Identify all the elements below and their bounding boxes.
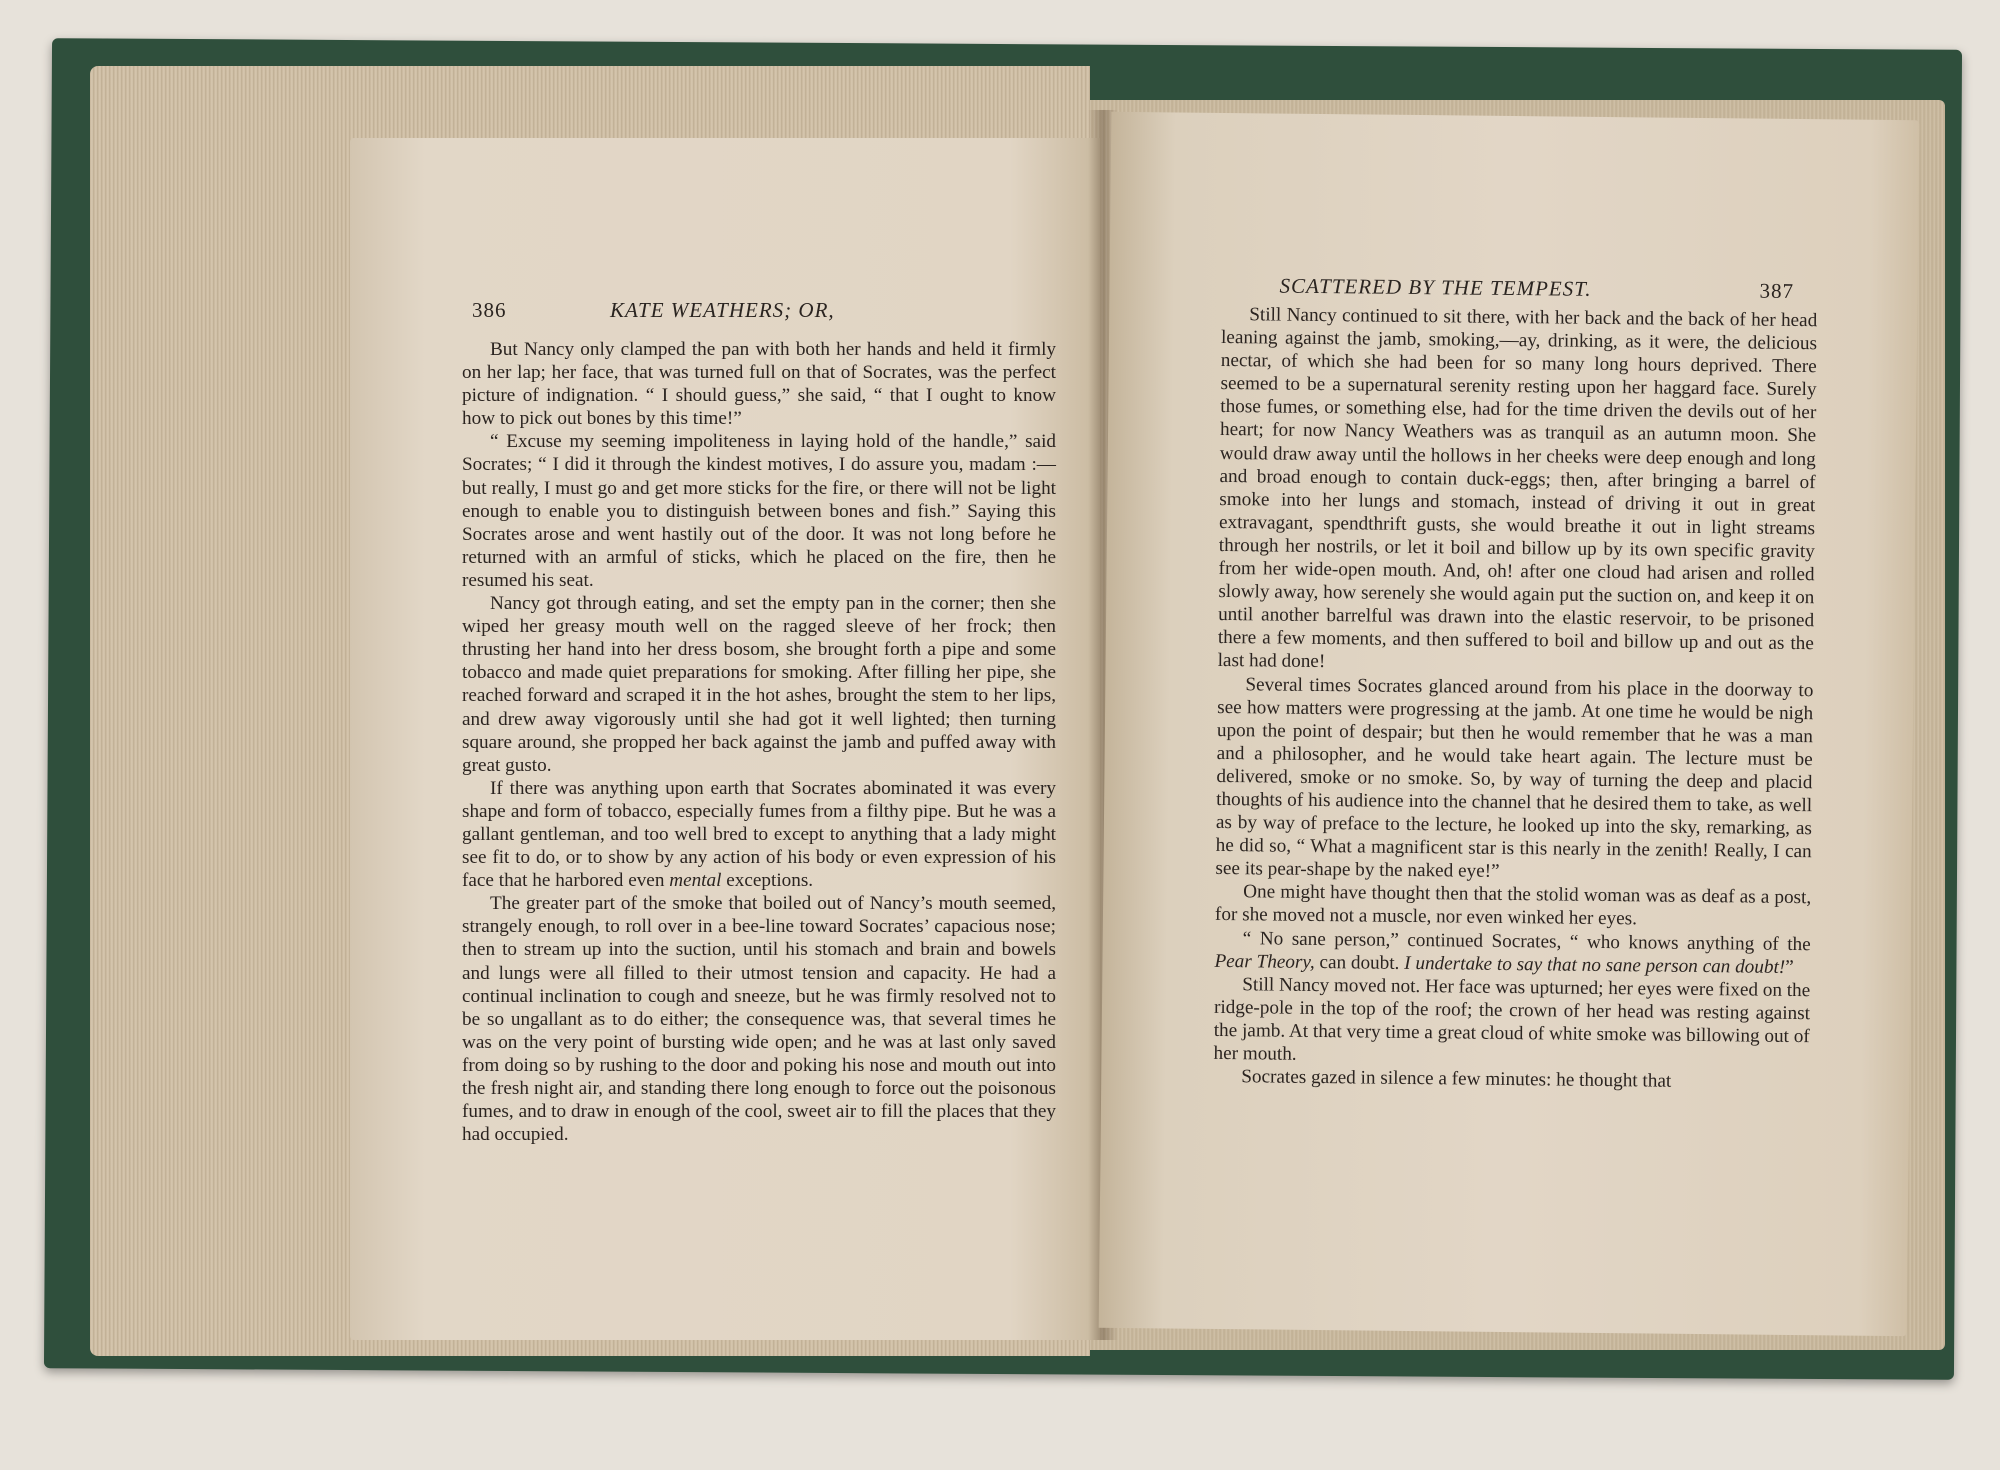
page-number: 387 xyxy=(1759,278,1795,303)
right-page xyxy=(1099,112,1920,1336)
paragraph: “ Excuse my seeming impoliteness in laying hold of the handle,” said Socrates; “ I did it through the kindest motives, I do assure you, madam :—but really, I must go and get more sticks for the fire, or there will not be light enough to enable you to distinguish between bones and fish.” Saying this Socrates arose and went hastily out of the door. It was not long before he returned with an armful of sticks, which he placed on the fire, then he resumed his seat. xyxy=(462,431,1056,591)
paragraph-text: ” xyxy=(1785,956,1794,978)
paragraph-text: can doubt. xyxy=(1314,951,1405,974)
paragraph-text: If there was anything upon earth that Socrates abominated it was every shape and form of tobacco, especially fumes from a filthy pipe. But he was a gallant gentleman, and too well bred to except to anything that a lady might see fit to do, or to show by any action of his body or even expression of his face that he harbored even xyxy=(462,777,1056,892)
running-head: KATE WEATHERS; OR, xyxy=(610,298,835,322)
italic-text: Pear Theory, xyxy=(1214,950,1315,973)
paragraph xyxy=(1214,926,1810,978)
left-page xyxy=(350,138,1100,1340)
paragraph: The greater part of the smoke that boiled out of Nancy’s mouth seemed, strangely enough, to roll over in a bee-line toward Socrates’ capacious nose; then to stream up into the suction, until his stomach and brain and bowels and lungs were all filled to their utmost tension and capacity. He had a continual inclination to cough and sneeze, but he was firmly resolved not to be so ungallant as to do either; the consequence was, that several times he was on the very point of bursting wide open; and he was at last only saved from doing so by rushing to the door and poking his nose and mouth out into the fresh night air, and standing there long enough to force out the poisonous fumes, and to draw in enough of the cool, sweet air to fill the places that they had occupied. xyxy=(462,893,1056,1146)
paragraph-text: exceptions. xyxy=(721,870,814,892)
paragraph: Still Nancy continued to sit there, with her back and the back of her head leaning against the jamb, smoking,—ay, drinking, as it were, the delicious nectar, of which she had been for so many long hours deprived. There seemed to be a supernatural serenity resting upon her haggard face. Surely those fumes, or something else, had for the time driven the devils out of her heart; for now Nancy Weathers was as tranquil as an autumn moon. She would draw away until the hollows in her cheeks were deep enough and long and broad enough to contain duck-eggs; then, after bringing a barrel of smoke into her lungs and stomach, instead of driving it out in great extravagant, spendthrift gusts, she would breathe it out in light streams through her nostrils, or let it boil and billow up by its own specific gravity from her wide-open mouth. And, oh! after one cloud had arisen and rolled slowly away, how serenely she would again put the suction on, and keep it on until another barrelful was drawn into the elastic reservoir, to be prisoned there a few moments, and then suffered to boil and billow up and out as the last had done! xyxy=(1217,304,1818,673)
paragraph: Still Nancy moved not. Her face was upturned; her eyes were fixed on the ridge-pole in the top of the roof; the crown of her head was resting against the jamb. At that very time a great cloud of white smoke was billowing out of her mouth. xyxy=(1213,973,1811,1065)
page-text xyxy=(1213,303,1817,1094)
italic-word: mental xyxy=(669,870,722,892)
paragraph-text: “ No sane person,” continued Socrates, “ who knows anything of the xyxy=(1242,927,1811,955)
paragraph: Socrates gazed in silence a few minutes: he thought that xyxy=(1241,1066,1672,1092)
page-text xyxy=(462,338,1056,1146)
paragraph xyxy=(462,777,1056,892)
italic-text: I undertake to say that no sane person can doubt! xyxy=(1404,952,1786,978)
paragraph: One might have thought then that the stolid woman was as deaf as a post, for she moved not a muscle, nor even winked her eyes. xyxy=(1214,881,1812,930)
paragraph: Several times Socrates glanced around from his place in the doorway to see how matters were progressing at the jamb. At one time he would be nigh upon the point of despair; but then he would remember that he was a man and a philosopher, and he would take heart again. The lecture must be delivered, smoke or no smoke. So, by way of turning the deep and placid thoughts of his audience into the channel that he desired them to take, as well as by way of preface to the lecture, he looked up into the sky, remarking, as he did so, “ What a magnificent star is this nearly in the zenith! Really, I can see its pear-shape by the naked eye!” xyxy=(1215,673,1814,883)
paragraph: Nancy got through eating, and set the empty pan in the corner; then she wiped her greasy mouth well on the ragged sleeve of her frock; then thrusting her hand into her dress bosom, she brought forth a pipe and some tobacco and made quiet preparations for smoking. After filling her pipe, she reached forward and scraped it in the hot ashes, brought the stem to her lips, and drew away vigorously until she had got it well lighted; then turning square around, she propped her back against the jamb and puffed away with great gusto. xyxy=(462,593,1056,776)
running-head: SCATTERED BY THE TEMPEST. xyxy=(1279,273,1592,301)
paragraph: But Nancy only clamped the pan with both her hands and held it firmly on her lap; her face, that was turned full on that of Socrates, was the perfect picture of indignation. “ I should guess,” she said, “ that I ought to know how to pick out bones by this time!” xyxy=(462,339,1056,430)
page-number: 386 xyxy=(472,298,507,322)
